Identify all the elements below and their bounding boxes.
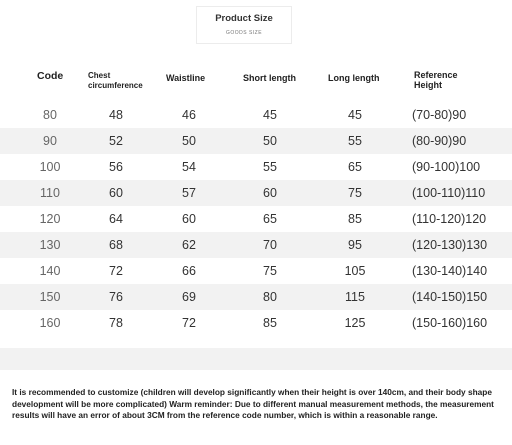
cell-ref: (140-150)150: [412, 290, 488, 304]
table-row: [0, 284, 512, 310]
cell-long: 65: [348, 160, 362, 174]
column-header-reference-height: Reference Height: [414, 70, 458, 90]
cell-code: 80: [43, 108, 57, 122]
cell-code: 160: [39, 316, 61, 330]
column-header-long-length: Long length: [328, 73, 380, 83]
product-size-header: [196, 6, 292, 44]
empty-table-row: [0, 348, 512, 370]
cell-short: 75: [263, 264, 277, 278]
cell-chest: 72: [109, 264, 123, 278]
size-note: It is recommended to customize (children will develop significantly when their height is over 140cm, and their body shape development will be more complicated) Warm reminder: Due to different manual measurement methods, the measurement results will have an error of about 3CM from the reference code number, which is within a reasonable range.: [12, 387, 494, 420]
table-row: [0, 310, 512, 336]
cell-chest: 56: [109, 160, 123, 174]
cell-code: 130: [39, 238, 61, 252]
cell-waist: 69: [182, 290, 196, 304]
table-row: [0, 128, 512, 154]
table-row: [0, 154, 512, 180]
cell-code: 140: [39, 264, 61, 278]
cell-short: 65: [263, 212, 277, 226]
cell-ref: (150-160)160: [412, 316, 488, 330]
cell-ref: (90-100)100: [412, 160, 481, 174]
cell-short: 45: [263, 108, 277, 122]
cell-chest: 76: [109, 290, 123, 304]
cell-short: 80: [263, 290, 277, 304]
cell-ref: (80-90)90: [412, 134, 467, 148]
cell-code: 100: [39, 160, 61, 174]
cell-waist: 72: [182, 316, 196, 330]
header-title: Product Size: [215, 13, 273, 24]
table-row: [0, 232, 512, 258]
cell-short: 60: [263, 186, 277, 200]
cell-short: 70: [263, 238, 277, 252]
cell-waist: 66: [182, 264, 196, 278]
cell-long: 55: [348, 134, 362, 148]
table-row: [0, 180, 512, 206]
column-header-chest: Chest circumference: [88, 71, 143, 90]
cell-chest: 68: [109, 238, 123, 252]
cell-short: 50: [263, 134, 277, 148]
cell-chest: 64: [109, 212, 123, 226]
cell-waist: 62: [182, 238, 196, 252]
cell-long: 105: [344, 264, 366, 278]
cell-waist: 46: [182, 108, 196, 122]
cell-short: 85: [263, 316, 277, 330]
cell-code: 110: [40, 186, 60, 200]
size-table: [0, 62, 512, 336]
cell-code: 120: [39, 212, 61, 226]
cell-waist: 60: [182, 212, 196, 226]
column-header-code: Code: [37, 70, 64, 82]
cell-ref: (110-120)120: [412, 212, 487, 226]
cell-chest: 48: [109, 108, 123, 122]
cell-code: 150: [39, 290, 61, 304]
cell-ref: (120-130)130: [412, 238, 488, 252]
table-body: [0, 102, 512, 336]
cell-short: 55: [263, 160, 277, 174]
column-header-short-length: Short length: [243, 73, 296, 83]
table-row: [0, 206, 512, 232]
cell-chest: 52: [109, 134, 123, 148]
table-row: [0, 102, 512, 128]
cell-chest: 60: [109, 186, 123, 200]
cell-waist: 57: [182, 186, 196, 200]
cell-ref: (130-140)140: [412, 264, 488, 278]
cell-long: 85: [348, 212, 362, 226]
cell-long: 115: [345, 290, 365, 304]
cell-long: 75: [348, 186, 362, 200]
cell-ref: (100-110)110: [412, 186, 486, 200]
table-header: [0, 62, 512, 102]
cell-long: 125: [344, 316, 366, 330]
header-subtitle: GOODS SIZE: [225, 30, 263, 36]
cell-long: 45: [348, 108, 362, 122]
cell-waist: 54: [182, 160, 196, 174]
cell-long: 95: [348, 238, 362, 252]
table-row: [0, 258, 512, 284]
cell-ref: (70-80)90: [412, 108, 467, 122]
cell-waist: 50: [182, 134, 196, 148]
cell-code: 90: [43, 134, 57, 148]
cell-chest: 78: [109, 316, 123, 330]
column-header-waistline: Waistline: [166, 73, 206, 83]
